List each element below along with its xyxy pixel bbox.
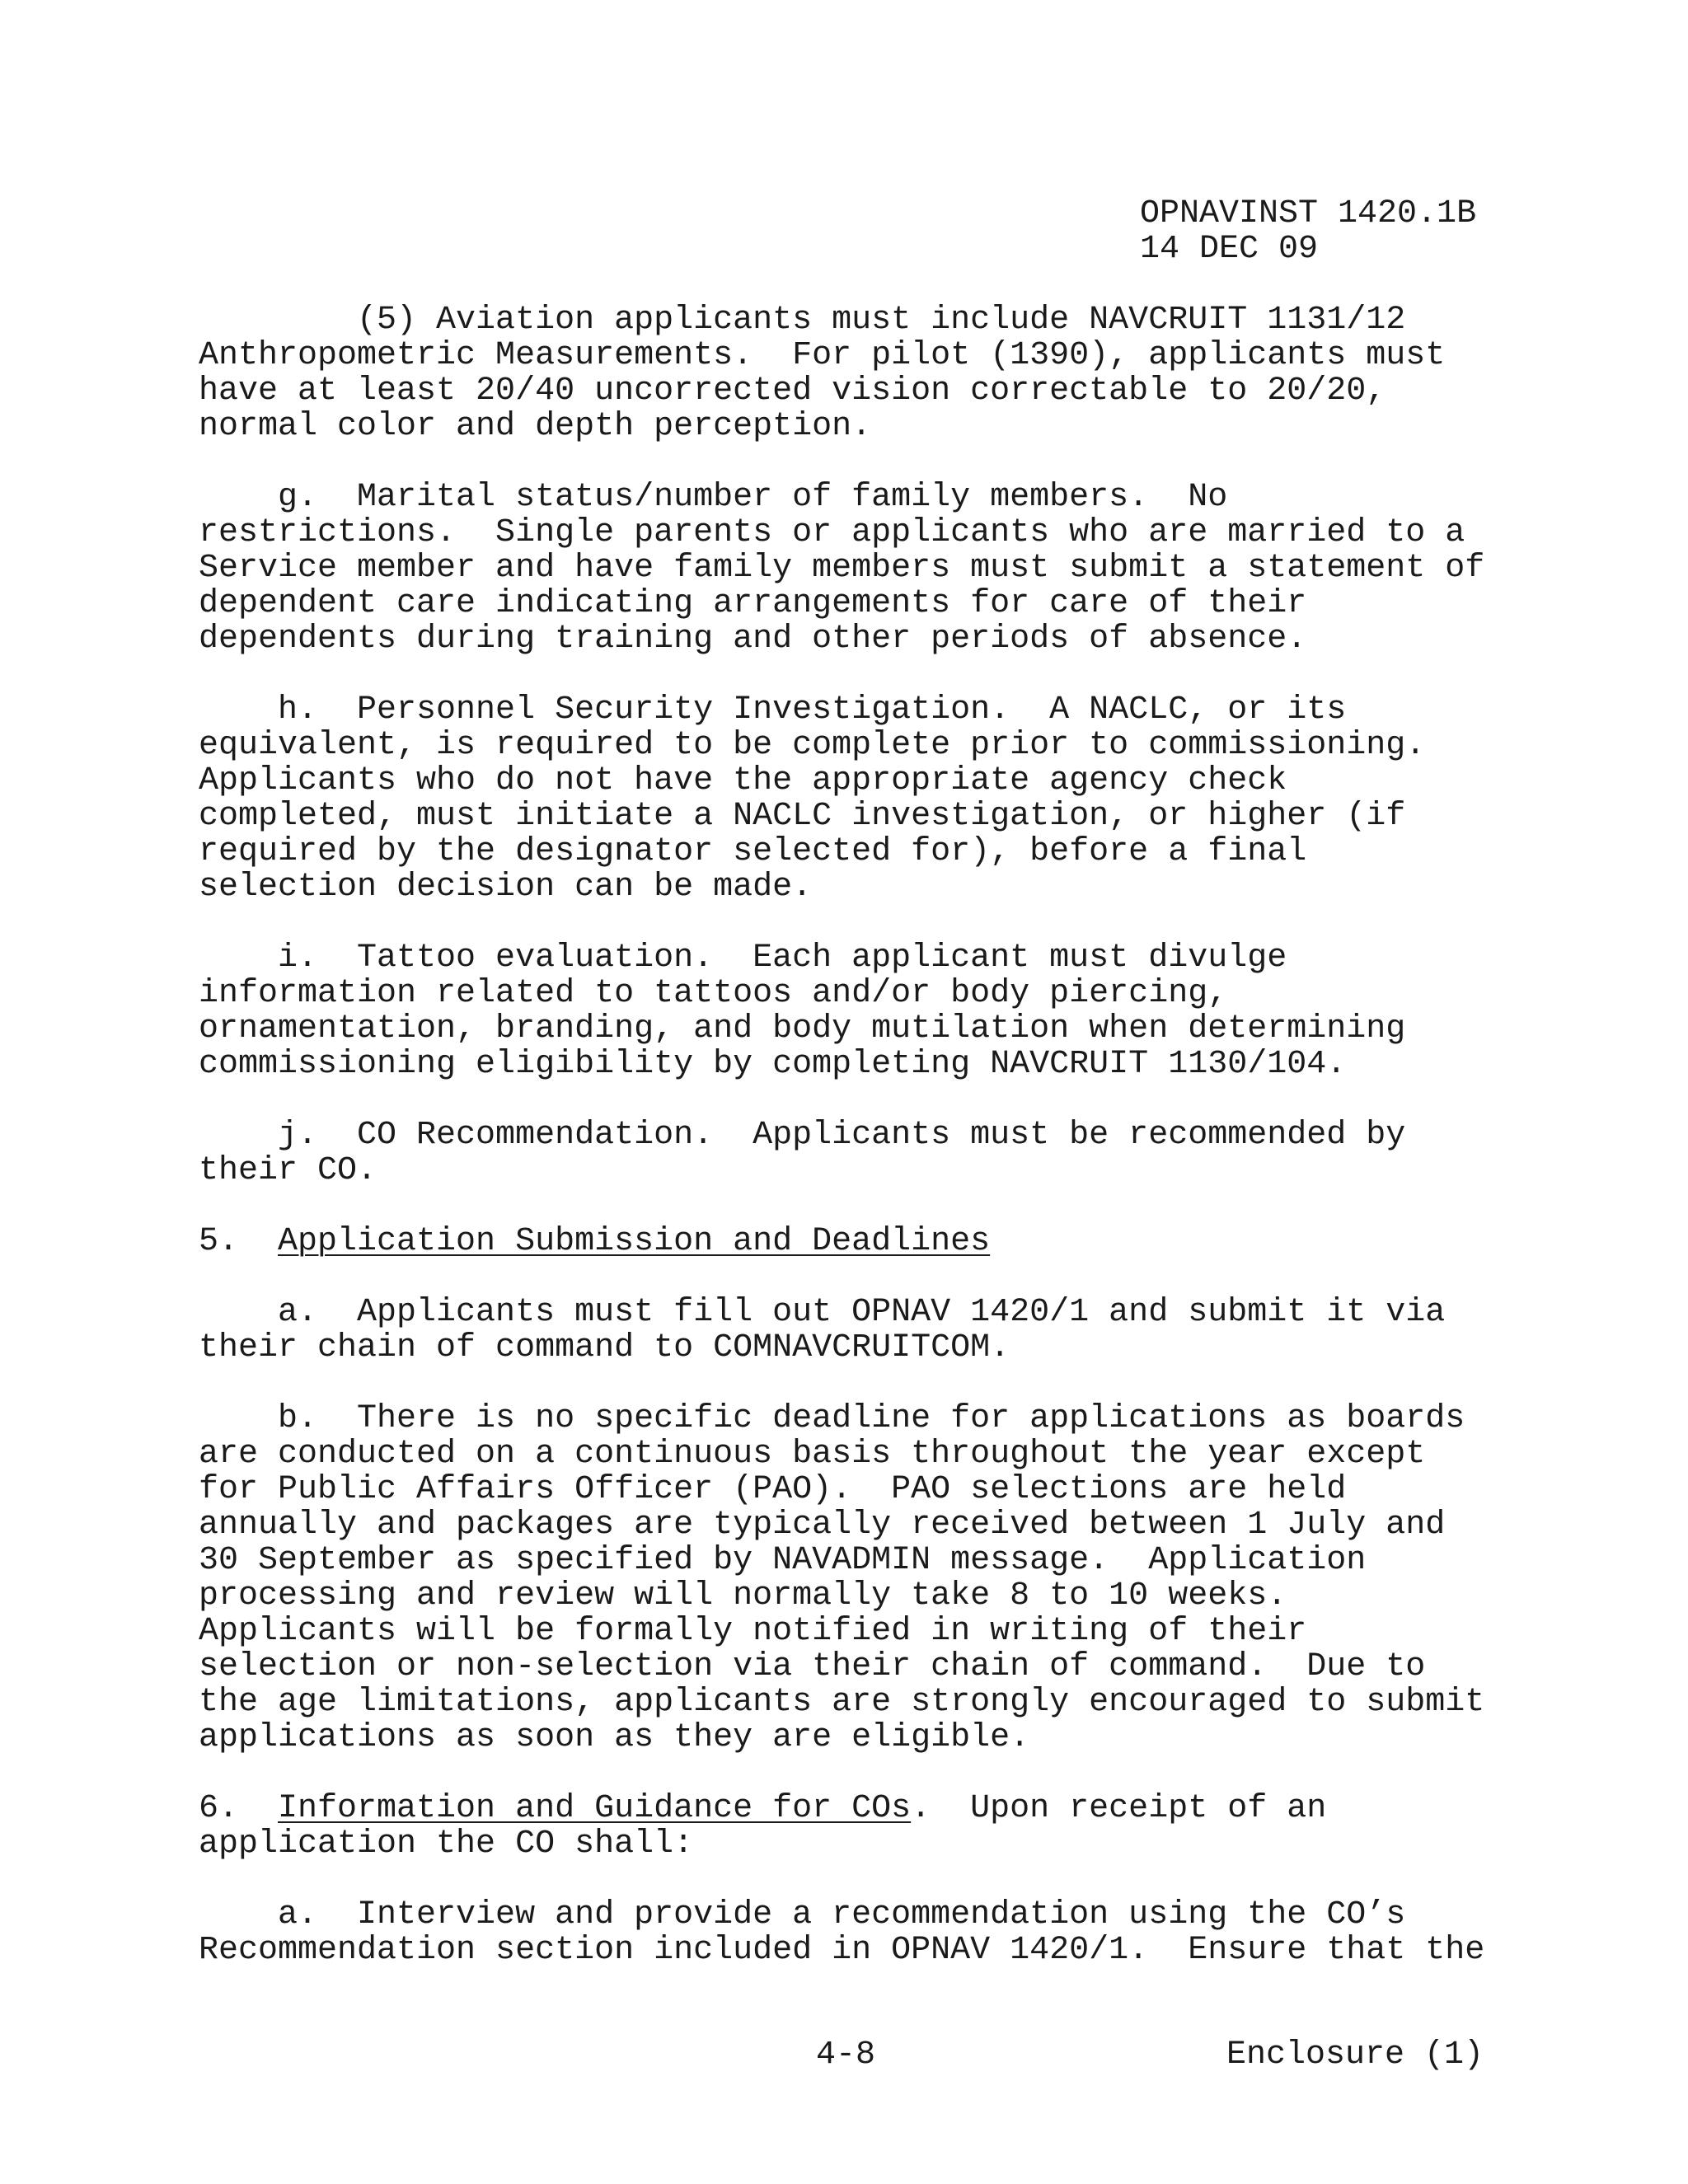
instruction-number: OPNAVINST 1420.1B: [1140, 195, 1477, 232]
para-j-line: their CO.: [199, 1152, 377, 1189]
section-5-title: Application Submission and Deadlines: [278, 1223, 991, 1260]
para-i-line: commissioning eligibility by completing NAVCRUIT 1130/104.: [199, 1046, 1347, 1083]
para-h-line: Applicants who do not have the appropriate agency check: [199, 762, 1287, 799]
para-h-line: completed, must initiate a NACLC investigation, or higher (if: [199, 798, 1406, 835]
para-g-line: dependent care indicating arrangements for care of their: [199, 585, 1307, 622]
para-5a-line: a. Applicants must fill out OPNAV 1420/1 and submit it via: [199, 1294, 1446, 1331]
section-6-number: 6.: [199, 1790, 279, 1827]
para-5-line: normal color and depth perception.: [199, 408, 872, 445]
para-6a-line: Recommendation section included in OPNAV 1420/1. Ensure that the: [199, 1932, 1485, 1969]
para-6a-line: a. Interview and provide a recommendation using the CO’s: [199, 1896, 1406, 1933]
para-h-line: required by the designator selected for), before a final: [199, 833, 1307, 870]
para-5b-line: Applicants will be formally notified in writing of their: [199, 1613, 1307, 1650]
section-6-intro: . Upon receipt of an: [911, 1790, 1327, 1827]
para-5b-line: 30 September as specified by NAVADMIN message. Application: [199, 1542, 1367, 1579]
instruction-date: 14 DEC 09: [1140, 231, 1319, 268]
section-5-number: 5.: [199, 1223, 279, 1260]
para-i-line: ornamentation, branding, and body mutilation when determining: [199, 1010, 1406, 1047]
section-6-intro-line: application the CO shall:: [199, 1825, 694, 1863]
para-5b-line: applications as soon as they are eligible.: [199, 1719, 1030, 1756]
section-6-heading: [199, 1791, 1326, 1826]
para-j-line: j. CO Recommendation. Applicants must be recommended by: [199, 1117, 1406, 1154]
para-5b-line: b. There is no specific deadline for applications as boards: [199, 1400, 1465, 1437]
page-number: 4-8: [816, 2036, 876, 2074]
para-g-line: g. Marital status/number of family members. No: [199, 479, 1228, 516]
para-g-line: Service member and have family members must submit a statement of: [199, 550, 1485, 587]
para-g-line: dependents during training and other periods of absence.: [199, 621, 1307, 658]
para-i-line: information related to tattoos and/or body piercing,: [199, 975, 1228, 1012]
para-h-line: selection decision can be made.: [199, 869, 813, 906]
section-6-title: Information and Guidance for COs: [278, 1790, 912, 1827]
enclosure-label: Enclosure (1): [1226, 2036, 1484, 2074]
para-h-line: equivalent, is required to be complete prior to commissioning.: [199, 727, 1426, 764]
para-5-line: have at least 20/40 uncorrected vision correctable to 20/20,: [199, 373, 1386, 410]
para-5a-line: their chain of command to COMNAVCRUITCOM.: [199, 1329, 1010, 1366]
para-5b-line: for Public Affairs Officer (PAO). PAO selections are held: [199, 1471, 1347, 1508]
para-5-line: Anthropometric Measurements. For pilot (1390), applicants must: [199, 337, 1446, 374]
para-g-line: restrictions. Single parents or applicants who are married to a: [199, 514, 1465, 551]
para-5b-line: processing and review will normally take 8 to 10 weeks.: [199, 1577, 1287, 1615]
para-5b-line: selection or non-selection via their chain of command. Due to: [199, 1648, 1426, 1685]
para-5b-line: the age limitations, applicants are strongly encouraged to submit: [199, 1684, 1485, 1721]
para-5b-line: annually and packages are typically received between 1 July and: [199, 1507, 1446, 1544]
para-i-line: i. Tattoo evaluation. Each applicant must divulge: [199, 940, 1287, 977]
para-5-line: (5) Aviation applicants must include NAVCRUIT 1131/12: [199, 302, 1406, 339]
para-h-line: h. Personnel Security Investigation. A NACLC, or its: [199, 691, 1347, 729]
section-5-heading: [199, 1224, 990, 1259]
para-5b-line: are conducted on a continuous basis throughout the year except: [199, 1436, 1426, 1473]
